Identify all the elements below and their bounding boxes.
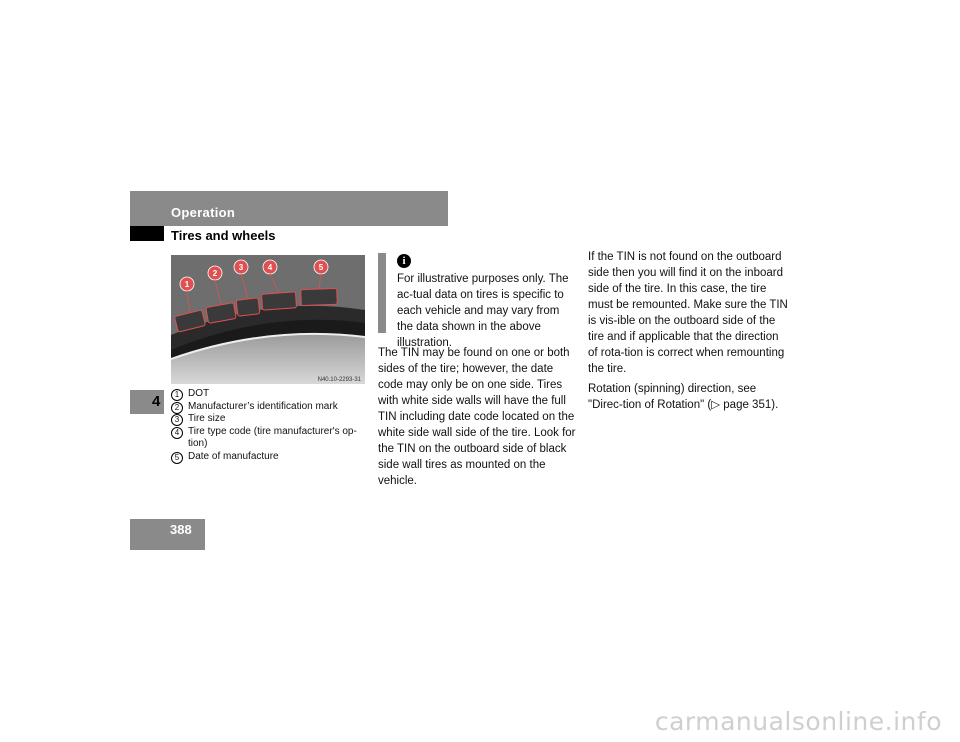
image-code: N40.10-2293-31 — [317, 377, 361, 383]
tire-sidewall-illustration — [171, 255, 365, 384]
legend-item — [171, 388, 371, 401]
subsection-marker — [130, 226, 164, 241]
legend-number: 5 — [171, 452, 183, 464]
legend-number: 1 — [171, 389, 183, 401]
legend-number: 4 — [171, 427, 183, 439]
legend-number: 2 — [171, 402, 183, 414]
remount-paragraph: If the TIN is not found on the outboard side then you will find it on the inboard side of the tire. In this case, the tire must be remounted. Make sure the TIN is vis-ible on the outboard side of the tire and if applicable that the direction of rota-tion is correct when remounting the tire. — [588, 251, 788, 375]
legend-list — [171, 388, 371, 463]
page-number-box — [130, 519, 205, 550]
legend-text: Tire size — [188, 413, 226, 424]
remount-column — [588, 249, 788, 417]
page-reference-link[interactable]: page 351). — [720, 399, 779, 411]
legend-item — [171, 401, 371, 414]
marker-5: 5 — [318, 263, 324, 272]
marker-3: 3 — [238, 263, 244, 272]
marker-4: 4 — [267, 263, 273, 272]
legend-item — [171, 413, 371, 426]
chapter-number: 4 — [152, 393, 161, 410]
legend-text: Tire type code (tire manufacturer's op-tion) — [188, 425, 357, 449]
marker-2: 2 — [212, 269, 218, 278]
page-number: 388 — [170, 522, 192, 537]
tin-location-column — [378, 345, 578, 493]
legend-text: DOT — [188, 388, 210, 399]
legend-item — [171, 426, 371, 451]
rotation-text: Rotation (spinning) direction, see "Direc-tion of Rotation" ( — [588, 383, 757, 411]
legend-text: Manufacturer’s identification mark — [188, 400, 338, 412]
legend-number: 3 — [171, 414, 183, 426]
note-text: For illustrative purposes only. The ac-tual data on tires is specific to each vehicle and may vary from the data shown in the above illustration. — [397, 273, 569, 349]
section-title: Operation — [171, 205, 236, 220]
note-sidebar — [378, 253, 386, 333]
info-icon: i — [397, 254, 411, 268]
subsection-title: Tires and wheels — [171, 228, 276, 243]
legend-text: Date of manufacture — [188, 450, 279, 462]
marker-1: 1 — [184, 280, 190, 289]
rotation-paragraph — [588, 381, 788, 413]
page-reference-arrow-icon: ▷ — [711, 399, 721, 411]
tin-paragraph: The TIN may be found on one or both sides of the tire; however, the date code may only be on one side. Tires with white side walls will have the full TIN including date code located on the white side wall side of the tire. Look for the TIN on the outboard side of black side wall tires as mounted on the vehicle. — [378, 347, 576, 487]
watermark: carmanualsonline.info — [654, 707, 942, 736]
legend-item — [171, 451, 371, 464]
